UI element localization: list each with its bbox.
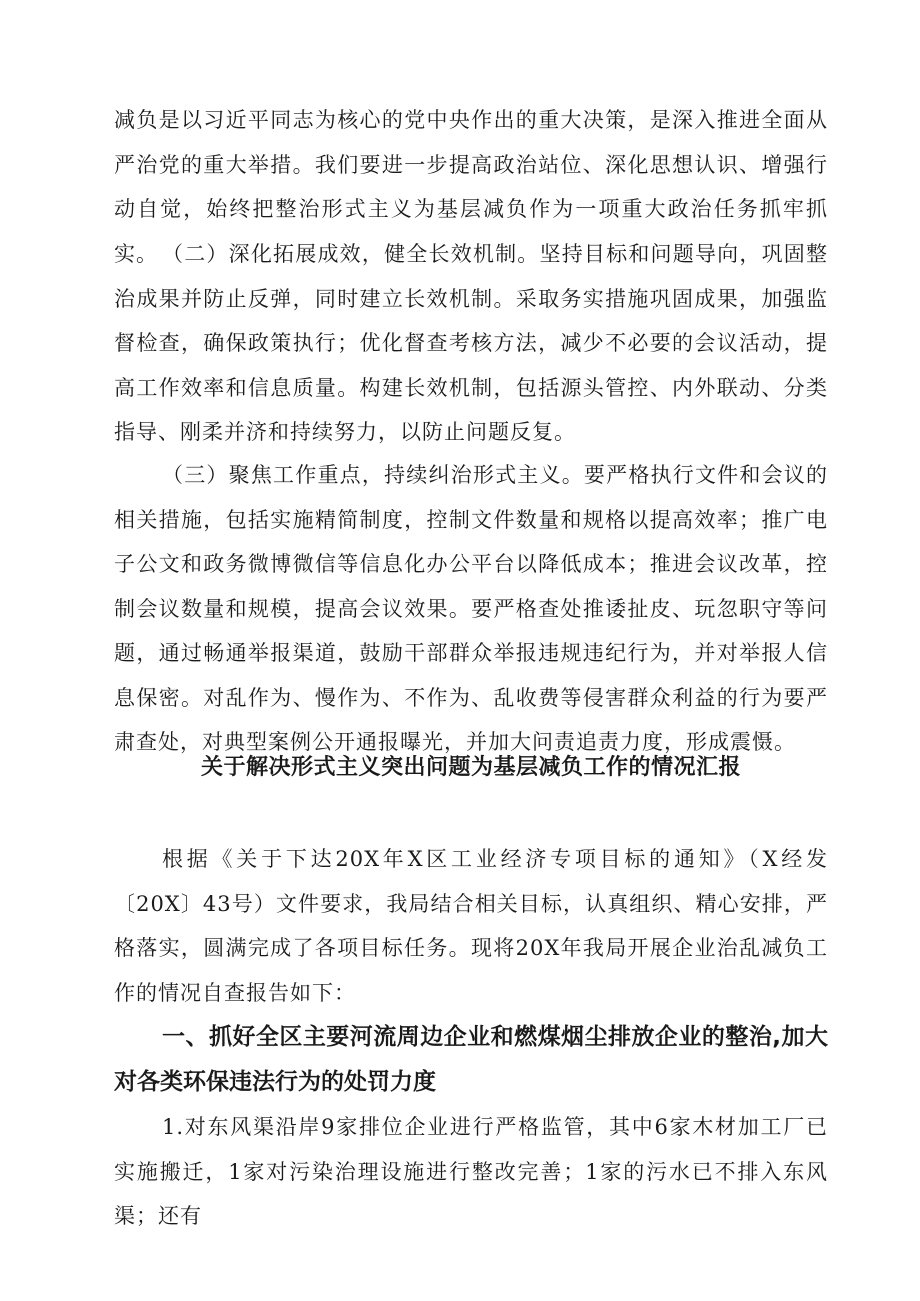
section-heading-one: 一、抓好全区主要河流周边企业和燃煤烟尘排放企业的整治,加大对各类环保违法行为的处罚力度 bbox=[114, 1024, 828, 1095]
paragraph-item-one: 1.对东风渠沿岸9家排位企业进行严格监管，其中6家木材加工厂已实施搬迁，1家对污染治理设施进行整改完善；1家的污水已不排入东风渠；还有 bbox=[114, 1115, 828, 1228]
report-title: 关于解决形式主义突出问题为基层减负工作的情况汇报 bbox=[200, 755, 741, 780]
paragraph-section-three: （三）聚焦工作重点，持续纠治形式主义。要严格执行文件和会议的相关措施，包括实施精简制度，控制文件数量和规格以提高效率；推广电子公文和政务微博微信等信息化办公平台以降低成本；推进会议改革，控制会议数量和规模，提高会议效果。要严格查处推诿扯皮、玩忽职守等问题，通过畅通举报渠道，鼓励干部群众举报违规违纪行为，并对举报人信息保密。对乱作为、慢作为、不作为、乱收费等侵害群众利益的行为要严肃查处，对典型案例公开通报曝光，并加大问责追责力度，形成震慑。 bbox=[114, 463, 828, 754]
paragraph-party-governance: 减负是以习近平同志为核心的党中央作出的重大决策，是深入推进全面从严治党的重大举措。我们要进一步提高政治站位、深化思想认识、增强行动自觉，始终把整治形式主义为基层减负作为一项重大政治任务抓牢抓实。 bbox=[114, 108, 828, 266]
paragraph-intro: 根据《关于下达20X年X区工业经济专项目标的通知》（X经发〔20X〕43号）文件要求，我局结合相关目标，认真组织、精心安排，严格落实，圆满完成了各项目标任务。现将20X年我局开展企业治乱减负工作的情况自查报告如下： bbox=[114, 847, 828, 1005]
paragraph-section-two: （二）深化拓展成效，健全长效机制。坚持目标和问题导向，巩固整治成果并防止反弹，同时建立长效机制。采取务实措施巩固成果，加强监督检查，确保政策执行；优化督查考核方法，减少不必要的会议活动，提高工作效率和信息质量。构建长效机制，包括源头管控、内外联动、分类指导、刚柔并济和持续努力，以防止问题反复。 bbox=[114, 242, 828, 444]
